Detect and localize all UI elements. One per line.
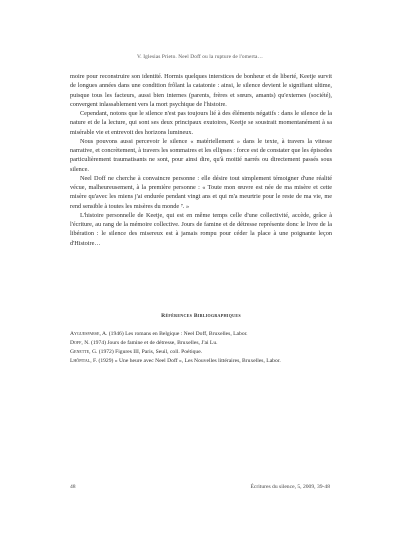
paragraph: moire pour reconstruire son identité. Hormis quelques interstices de bonheur et de liberté, Keetje survit de longues années dans une condition frôlant la catatonie : ainsi, le silence devient le signifiant ultime, puisque tous les facteurs, aussi bien internes (parents, frères et sœurs, amants) qu'externes (société), convergent inlassablement vers la mort psychique de l'histoire. (70, 73, 332, 108)
reference-item (70, 357, 332, 366)
reference-item (70, 339, 332, 348)
paragraph: Cependant, notons que le silence n'est pas toujours lié à des éléments négatifs : dans le silence de la nature et de la lecture, qui sont ses deux principaux exutoires, Keetje se soustrait momentanément à sa misérable vie et entrevoit des horizons lumineux. (70, 110, 332, 136)
reference-details: , F. (1929) « Une heure avec Neel Doff », Les Nouvelles littéraires, Bruxelles, Labor. (90, 358, 281, 364)
reference-details: , A. (1946) Les romans en Belgique : Neel Doff, Bruxelles, Labor. (99, 331, 248, 337)
paragraph: L'histoire personnelle de Keetje, qui est en même temps celle d'une collectivité, accède, grâce à l'écriture, au rang de la mémoire collective. Jours de famine et de détresse représente donc le livre de la libération : le silence des misereux est à jamais rompu pour céder la place à une poignante leçon d'Histoire… (70, 211, 332, 247)
reference-details: , G. (1972) Figures III, Paris, Seuil, coll. Poétique. (89, 349, 203, 355)
references-heading: Références Bibliographiques (161, 313, 241, 319)
page-number: 48 (70, 484, 76, 490)
running-head: V. Iglesias Prieto. Neel Doff ou la rupture de l'omerta… (137, 54, 263, 60)
body-text (70, 72, 332, 248)
reference-author: Ayguesparse (70, 331, 100, 337)
reference-item (70, 330, 332, 339)
reference-author: Genette (70, 349, 90, 355)
paragraph: Nous pouvons aussi percevoir le silence « matériellement » dans le texte, à travers la vitesse narrative, et concrètement, à travers les sommaires et les ellipses : force est de constater que les épisodes particulièrement traumatisants ne sont, pour ainsi dire, qu'à moitié narrés ou directement passés sous silence. (70, 137, 332, 173)
reference-item (70, 348, 332, 357)
reference-author: Doff (70, 340, 82, 346)
reference-details: , N. (1974) Jours de famine et de détresse, Bruxelles, J'ai Lu. (81, 340, 218, 346)
reference-author: Lhôpital (70, 358, 91, 364)
journal-citation: Écritures du silence, 5, 2009, 39-48 (250, 484, 330, 490)
paragraph: Neel Doff ne cherche à convaincre personne : elle désire tout simplement témoigner d'une réalité vécue, malheureusement, à la première personne : « Toute mon œuvre est née de ma misère et cette misère qu'avec les miens j'ai endurée pendant vingt ans et qui m'a meurtrie pour le reste de ma vie, me rend sensible à toutes les misères du monde ⁷. » (70, 174, 332, 210)
references-list (70, 330, 332, 366)
